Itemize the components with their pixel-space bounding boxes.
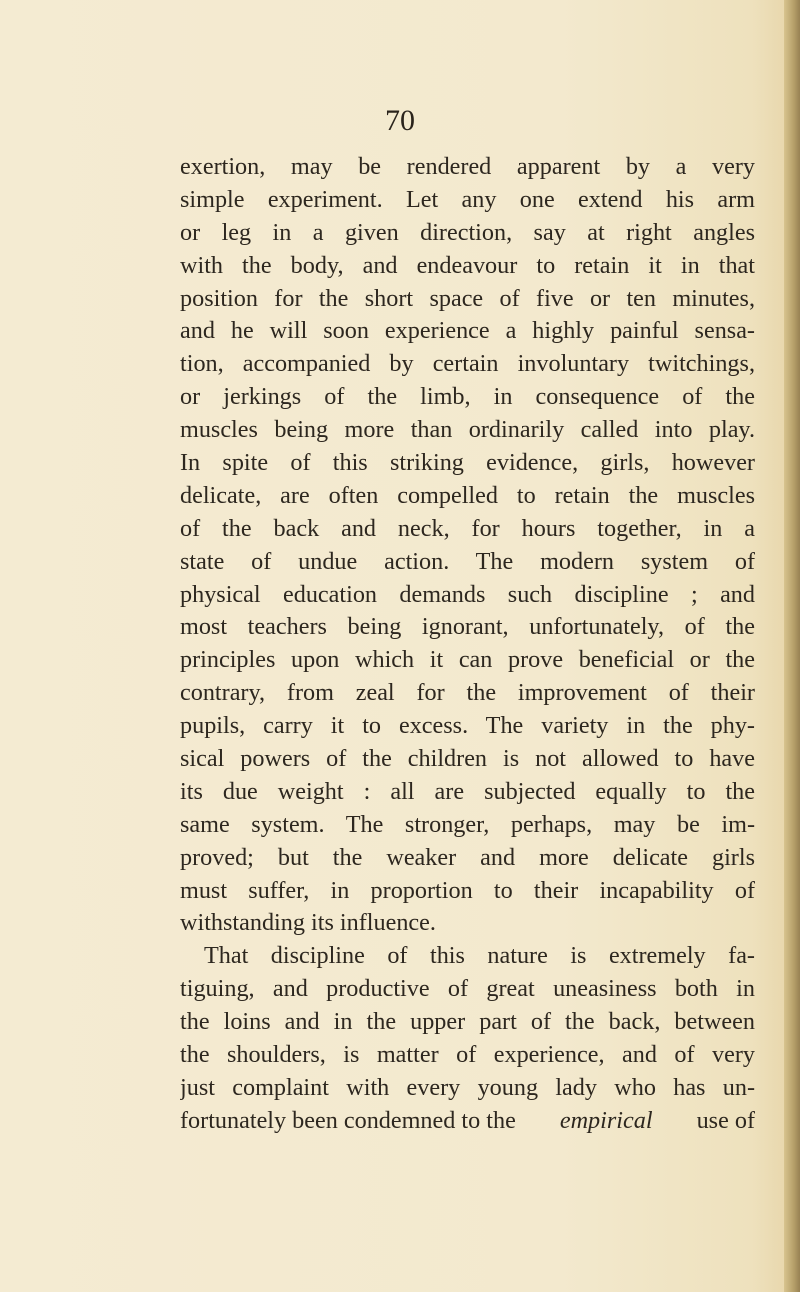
page-number: 70 xyxy=(385,104,415,137)
text-line: tiguing, and productive of great uneasiness both in xyxy=(180,975,755,1003)
text-line: the loins and in the upper part of the back, between xyxy=(180,1008,755,1036)
text-line: or leg in a given direction, say at right angles xyxy=(180,218,755,246)
text-line: principles upon which it can prove beneficial or the xyxy=(180,646,755,674)
text-line: its due weight : all are subjected equally to the xyxy=(180,777,755,805)
text-line: of the back and neck, for hours together, in a xyxy=(180,514,755,542)
text-line: In spite of this striking evidence, girls, however xyxy=(180,449,755,477)
text-line: contrary, from zeal for the improvement of their xyxy=(180,679,755,707)
text-line: same system. The stronger, perhaps, may be im- xyxy=(180,810,755,838)
text-line: proved; but the weaker and more delicate girls xyxy=(180,843,755,871)
text-line: just complaint with every young lady who has un- xyxy=(180,1073,755,1101)
text-line: muscles being more than ordinarily called into play. xyxy=(180,416,755,444)
paragraph-end-line: withstanding its influence. xyxy=(180,909,436,937)
text-line: sical powers of the children is not allowed to have xyxy=(180,745,755,773)
text-line: exertion, may be rendered apparent by a very xyxy=(180,153,755,180)
body-text xyxy=(180,151,755,1138)
line-start: fortunately been condemned to the xyxy=(180,1106,516,1134)
line-end: use of xyxy=(696,1106,755,1134)
text-line: most teachers being ignorant, unfortunately, of the xyxy=(180,613,755,641)
text-line: delicate, are often compelled to retain the muscles xyxy=(180,481,755,509)
text-line: must suffer, in proportion to their incapability of xyxy=(180,876,755,904)
text-line: and he will soon experience a highly painful sensa- xyxy=(180,317,755,345)
paragraph-start-line: That discipline of this nature is extremely fa- xyxy=(204,942,755,970)
text-line: tion, accompanied by certain involuntary twitchings, xyxy=(180,350,755,378)
text-line: state of undue action. The modern system of xyxy=(180,547,755,575)
italic-word: empirical xyxy=(559,1106,653,1134)
text-line: physical education demands such discipline ; and xyxy=(180,580,755,608)
text-line: simple experiment. Let any one extend his arm xyxy=(180,185,755,213)
text-line: position for the short space of five or ten minutes, xyxy=(180,284,755,312)
text-line-with-italic xyxy=(180,1105,755,1138)
text-line: or jerkings of the limb, in consequence of the xyxy=(180,383,755,411)
text-line: with the body, and endeavour to retain it in that xyxy=(180,251,755,279)
text-line: pupils, carry it to excess. The variety in the phy- xyxy=(180,712,755,740)
text-line: the shoulders, is matter of experience, and of very xyxy=(180,1041,755,1069)
page-edge xyxy=(784,0,800,1292)
